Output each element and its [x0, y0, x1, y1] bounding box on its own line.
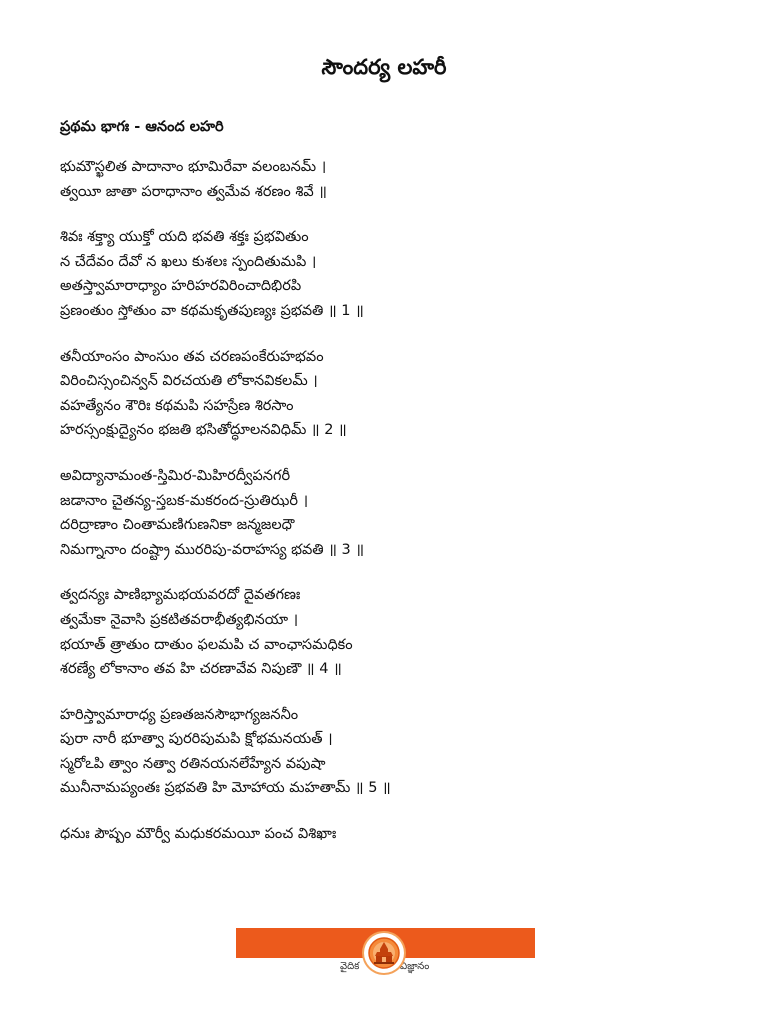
temple-emblem-icon	[364, 933, 404, 973]
verse-line: ప్రణంతుం స్తోతుం వా కథమకృతపుణ్యః ప్రభవతి ॥ 1 ॥	[60, 302, 364, 319]
footer-brand-left: వైదిక	[340, 961, 360, 972]
verse	[60, 225, 740, 323]
verse	[60, 345, 740, 443]
footer-brand-right: విజ్ఞానం	[400, 961, 430, 972]
verse-line: శివః శక్త్యా యుక్తో యది భవతి శక్తః ప్రభవితుం	[60, 229, 309, 246]
verse-line: తనీయాంసం పాంసుం తవ చరణపంకేరుహభవం	[60, 348, 324, 365]
verse-line: హరిస్త్వామారాధ్య ప్రణతజనసౌభాగ్యజననీం	[60, 706, 299, 723]
verse-line: స్మరోఽపి త్వాం నత్వా రతినయనలేహ్యేన వపుషా	[60, 755, 326, 772]
verse-line: ధనుః పౌష్పం మౌర్వీ మధుకరమయీ పంచ విశిఖాః	[60, 826, 337, 843]
temple-emblem-graphic	[367, 936, 401, 970]
verse	[60, 703, 740, 801]
verse-line: శరణ్యే లోకానాం తవ హి చరణావేవ నిపుణౌ ॥ 4 ॥	[60, 661, 342, 678]
verse-line: భయాత్ త్రాతుం దాతుం ఫలమపి చ వాంఛాసమధికం	[60, 636, 353, 653]
verse-line: అతస్త్వామారాధ్యాం హరిహరవిరించాదిభిరపి	[60, 278, 302, 295]
verse-line: నిమగ్నానాం దంష్ట్రా మురరిపు-వరాహస్య భవతి ॥ 3 ॥	[60, 541, 365, 558]
verse	[60, 583, 740, 681]
verse-line: భుమౌస్ఖలిత పాదానాం భూమిరేవా వలంబనమ్ ।	[60, 159, 327, 175]
page-title: సౌందర్య లహరీ	[321, 55, 447, 79]
verse-line: అవిద్యానామంత-స్తిమిర-మిహిరద్వీపనగరీ	[60, 467, 291, 484]
section-heading: ప్రథమ భాగః - ఆనంద లహరి	[60, 119, 224, 135]
verse-line: న చేదేవం దేవో న ఖలు కుశలః స్పందితుమపి ।	[60, 253, 317, 270]
verse	[60, 822, 740, 847]
verse-line: జడానాం చైతన్య-స్తబక-మకరంద-స్రుతిఝరీ ।	[60, 492, 309, 509]
verse	[60, 155, 740, 204]
verse-list	[60, 155, 740, 868]
verse-line: త్వదన్యః పాణిభ్యామభయవరదో దైవతగణః	[60, 587, 301, 604]
verse-line: పురా నారీ భూత్వా పురరిపుమపి క్షోభమనయత్ ।	[60, 731, 333, 748]
verse-line: వహత్యేనం శౌరిః కథమపి సహస్రేణ శిరసాం	[60, 397, 294, 414]
verse	[60, 464, 740, 562]
verse-line: విరించిస్సంచిన్వన్ విరచయతి లోకానవికలమ్ ।	[60, 373, 318, 390]
verse-line: హరస్సంక్షుద్యైనం భజతి భసితోద్ధూలనవిధిమ్ ॥ 2 ॥	[60, 422, 347, 439]
verse-line: మునీనామప్యంతః ప్రభవతి హి మోహాయ మహతామ్ ॥ 5 ॥	[60, 780, 391, 797]
verse-line: దరిద్రాణాం చింతామణిగుణనికా జన్మజలధౌ	[60, 517, 295, 534]
verse-line: త్వమేకా నైవాసి ప్రకటితవరాభీత్యభినయా ।	[60, 611, 299, 628]
verse-line: త్వయీ జాతా పరాధానాం త్వమేవ శరణం శివే ॥	[60, 183, 327, 200]
